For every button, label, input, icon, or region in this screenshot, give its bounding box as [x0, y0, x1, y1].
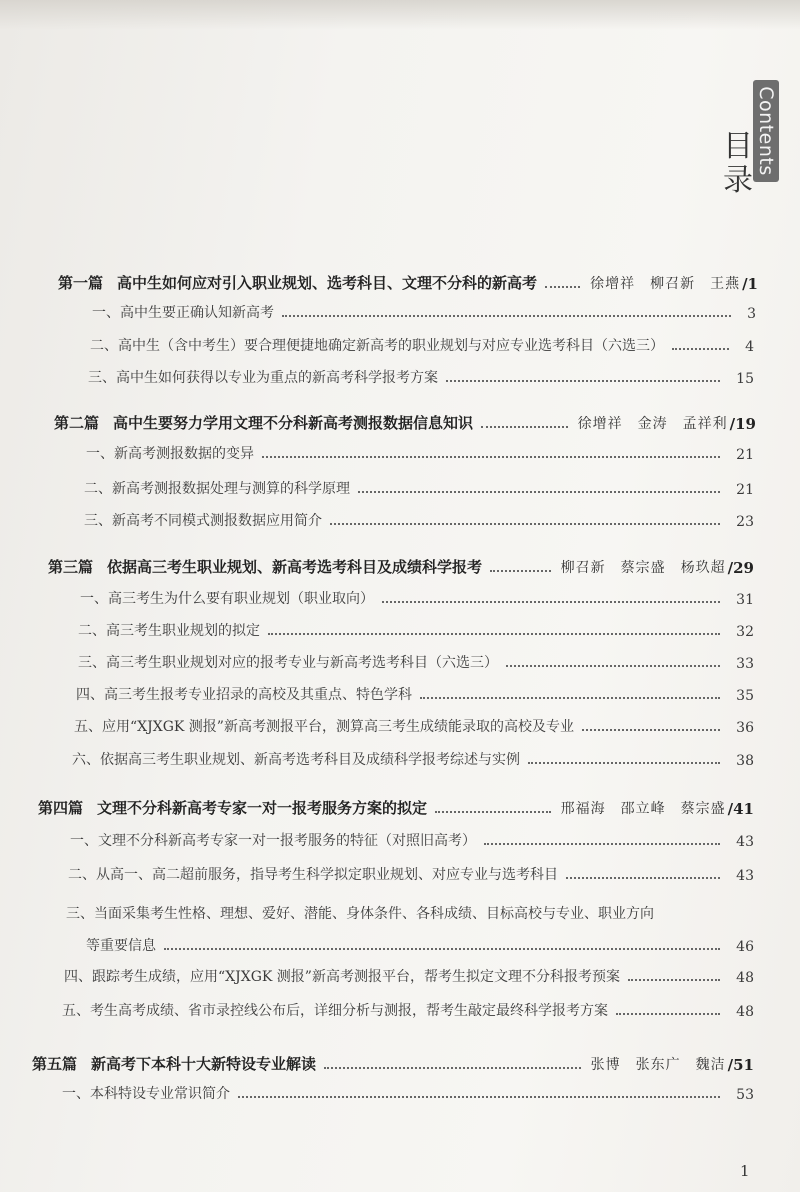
entry-page: 23: [736, 514, 754, 530]
entry-title: 一、文理不分科新高考专家一对一报考服务的特征（对照旧高考）: [70, 833, 476, 849]
entry-title-continuation: 等重要信息: [86, 938, 156, 954]
entry-page: 21: [736, 447, 754, 463]
entry-title: 四、高三考生报考专业招录的高校及其重点、特色学科: [76, 687, 412, 703]
contents-label: Contents: [755, 86, 777, 176]
toc-entry[interactable]: [68, 864, 754, 884]
toc-entry[interactable]: [72, 749, 754, 769]
part-title: 新高考下本科十大新特设专业解读: [91, 1055, 317, 1073]
entry-page: 46: [736, 939, 754, 955]
part-1-heading[interactable]: [58, 272, 758, 293]
leader-dots: [164, 948, 720, 950]
toc-entry[interactable]: [62, 1000, 754, 1020]
toc-entry[interactable]: [84, 478, 754, 498]
entry-title: 三、高中生如何获得以专业为重点的新高考科学报考方案: [88, 370, 438, 386]
part-5-heading[interactable]: [32, 1053, 754, 1074]
part-number: 第四篇: [38, 799, 84, 817]
entry-title: 六、依据高三考生职业规划、新高考选考科目及成绩科学报考综述与实例: [72, 752, 520, 768]
leader-dots: [616, 1013, 720, 1015]
part-title: 高中生如何应对引入职业规划、选考科目、文理不分科的新高考: [117, 274, 538, 292]
part-title: 文理不分科新高考专家一对一报考服务方案的拟定: [97, 799, 428, 817]
toc-entry[interactable]: [88, 367, 754, 387]
page-number: 1: [740, 1162, 750, 1180]
part-page: /29: [727, 559, 754, 577]
entry-title: 三、新高考不同模式测报数据应用简介: [84, 513, 322, 529]
entry-page: 53: [736, 1087, 754, 1103]
toc-entry[interactable]: [62, 1083, 754, 1103]
leader-dots: [528, 762, 720, 764]
leader-dots: [582, 729, 720, 731]
entry-page: 38: [736, 753, 754, 769]
leader-dots: [484, 843, 720, 845]
entry-page: 36: [736, 720, 754, 736]
toc-entry[interactable]: [78, 620, 754, 640]
entry-page: 33: [736, 656, 754, 672]
entry-page: 32: [736, 624, 754, 640]
leader-dots: [262, 456, 720, 458]
leader-dots: [358, 491, 720, 493]
entry-page: 21: [736, 482, 754, 498]
toc-entry[interactable]: [80, 588, 754, 608]
entry-title: 五、应用“XJXGK 测报”新高考测报平台，测算高三考生成绩能录取的高校及专业: [74, 719, 574, 735]
part-authors: 张博 张东广 魏洁: [590, 1057, 726, 1073]
part-authors: 邢福海 邵立峰 蔡宗盛: [560, 801, 726, 817]
leader-dots: [545, 286, 580, 288]
leader-dots: [490, 570, 551, 572]
part-title: 高中生要努力学用文理不分科新高考测报数据信息知识: [113, 414, 474, 432]
entry-title: 一、本科特设专业常识简介: [62, 1086, 230, 1102]
part-3-heading[interactable]: [48, 556, 754, 577]
leader-dots: [672, 348, 729, 350]
entry-page: 43: [736, 868, 754, 884]
entry-title: 二、新高考测报数据处理与测算的科学原理: [84, 481, 350, 497]
part-number: 第五篇: [32, 1055, 78, 1073]
leader-dots: [268, 633, 720, 635]
leader-dots: [435, 811, 551, 813]
part-4-heading[interactable]: [38, 797, 754, 818]
part-authors: 柳召新 蔡宗盛 杨玖超: [560, 560, 726, 576]
entry-page: 4: [745, 339, 754, 355]
part-authors: 徐增祥 柳召新 王燕: [590, 276, 741, 292]
leader-dots: [506, 665, 720, 667]
page-top-shadow: [0, 0, 800, 30]
entry-page: 15: [736, 371, 754, 387]
toc-entry[interactable]: [76, 684, 754, 704]
entry-title: 二、高三考生职业规划的拟定: [78, 623, 260, 639]
part-number: 第一篇: [58, 274, 104, 292]
entry-title: 四、跟踪考生成绩，应用“XJXGK 测报”新高考测报平台，帮考生拟定文理不分科报考预案: [64, 969, 620, 985]
toc-entry[interactable]: [86, 443, 754, 463]
leader-dots: [238, 1096, 720, 1098]
toc-entry[interactable]: [78, 652, 754, 672]
entry-page: 35: [736, 688, 754, 704]
entry-page: 3: [747, 306, 756, 322]
part-page: /51: [727, 1056, 754, 1074]
entry-title: 一、高三考生为什么要有职业规划（职业取向）: [80, 591, 374, 607]
leader-dots: [420, 697, 720, 699]
entry-title: 五、考生高考成绩、省市录控线公布后，详细分析与测报，帮考生敲定最终科学报考方案: [62, 1003, 608, 1019]
toc-entry-first-line[interactable]: 三、当面采集考生性格、理想、爱好、潜能、身体条件、各科成绩、目标高校与专业、职业方向: [66, 906, 654, 922]
entry-title: 三、高三考生职业规划对应的报考专业与新高考选考科目（六选三）: [78, 655, 498, 671]
part-authors: 徐增祥 金涛 孟祥利: [577, 416, 728, 432]
part-number: 第二篇: [54, 414, 100, 432]
leader-dots: [330, 523, 720, 525]
leader-dots: [382, 601, 720, 603]
toc-entry[interactable]: [64, 966, 754, 986]
part-page: /41: [727, 800, 754, 818]
part-page: /19: [729, 415, 756, 433]
toc-entry[interactable]: [74, 716, 754, 736]
toc-title: 目录: [723, 129, 753, 198]
entry-title: 二、高中生（含中考生）要合理便捷地确定新高考的职业规划与对应专业选考科目（六选三）: [90, 338, 664, 354]
entry-page: 31: [736, 592, 754, 608]
toc-entry[interactable]: [86, 935, 754, 955]
toc-entry[interactable]: [90, 335, 754, 355]
leader-dots: [566, 877, 720, 879]
part-2-heading[interactable]: [54, 412, 756, 433]
entry-page: 48: [736, 1004, 754, 1020]
leader-dots: [481, 426, 568, 428]
entry-title: 二、从高一、高二超前服务，指导考生科学拟定职业规划、对应专业与选考科目: [68, 867, 558, 883]
entry-title: 一、新高考测报数据的变异: [86, 446, 254, 462]
entry-title: 一、高中生要正确认知新高考: [92, 305, 274, 321]
entry-page: 48: [736, 970, 754, 986]
toc-entry[interactable]: [70, 830, 754, 850]
toc-entry[interactable]: [84, 510, 754, 530]
leader-dots: [282, 315, 731, 317]
part-number: 第三篇: [48, 558, 94, 576]
part-page: /1: [742, 275, 758, 293]
leader-dots: [628, 979, 720, 981]
leader-dots: [324, 1067, 581, 1069]
entry-page: 43: [736, 834, 754, 850]
leader-dots: [446, 380, 720, 382]
toc-entry[interactable]: [92, 302, 756, 322]
part-title: 依据高三考生职业规划、新高考选考科目及成绩科学报考: [107, 558, 483, 576]
